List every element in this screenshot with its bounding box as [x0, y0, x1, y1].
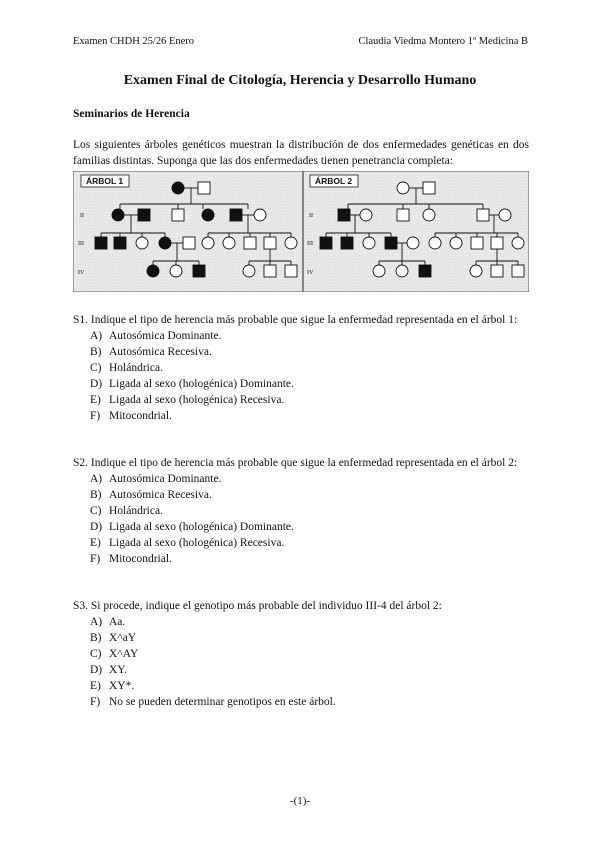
option-letter: C)	[90, 362, 102, 374]
option-text: Ligada al sexo (hologénica) Recesiva.	[109, 537, 285, 549]
option-letter: F)	[90, 553, 101, 565]
question-s3	[73, 598, 529, 710]
option-letter: B)	[90, 489, 102, 501]
option-text: X^aY	[109, 632, 137, 644]
option-b	[73, 630, 529, 646]
option-letter: D)	[90, 521, 103, 533]
option-letter: C)	[90, 505, 102, 517]
option-letter: D)	[90, 378, 103, 390]
option-f	[73, 408, 529, 424]
option-text: Ligada al sexo (hologénica) Dominante.	[109, 378, 294, 390]
option-f	[73, 694, 529, 710]
option-letter: B)	[90, 632, 102, 644]
option-text: Ligada al sexo (hologénica) Recesiva.	[109, 394, 285, 406]
option-letter: E)	[90, 537, 101, 549]
option-text: No se pueden determinar genotipos en este árbol.	[109, 696, 336, 708]
option-a	[73, 614, 529, 630]
tree-1-label: ÁRBOL 1	[86, 176, 124, 186]
option-letter: A)	[90, 473, 103, 485]
option-text: XY*.	[109, 680, 135, 692]
option-d	[73, 662, 529, 678]
option-text: Autosómica Recesiva.	[109, 346, 212, 358]
question-text: S3. Si procede, indique el genotipo más probable del individuo III-4 del árbol 2:	[73, 600, 442, 612]
option-text: Mitocondrial.	[109, 410, 172, 422]
option-text: Holándrica.	[109, 505, 163, 517]
question-s1	[73, 312, 529, 424]
gen-label: IV	[78, 270, 85, 276]
option-text: Autosómica Dominante.	[109, 473, 222, 485]
option-letter: F)	[90, 696, 101, 708]
option-d	[73, 519, 529, 535]
option-d	[73, 376, 529, 392]
option-text: Holándrica.	[109, 362, 163, 374]
option-text: Aa.	[109, 616, 126, 628]
option-text: X^AY	[109, 648, 139, 660]
option-letter: E)	[90, 394, 101, 406]
pedigree-figure	[73, 171, 529, 292]
header-right: Claudia Viedma Montero 1º Medicina B	[358, 36, 528, 47]
option-e	[73, 392, 529, 408]
question-text: S1. Indique el tipo de herencia más probable que sigue la enfermedad representada en el árbol 1:	[73, 314, 518, 326]
option-letter: D)	[90, 664, 103, 676]
question-s2	[73, 455, 529, 567]
option-text: Autosómica Recesiva.	[109, 489, 212, 501]
option-a	[73, 328, 529, 344]
option-letter: E)	[90, 680, 101, 692]
option-a	[73, 471, 529, 487]
option-text: XY.	[109, 664, 128, 676]
option-letter: C)	[90, 648, 102, 660]
option-letter: B)	[90, 346, 102, 358]
option-text: Mitocondrial.	[109, 553, 172, 565]
option-b	[73, 344, 529, 360]
exam-title: Examen Final de Citología, Herencia y Desarrollo Humano	[123, 73, 477, 88]
gen-label: II	[80, 213, 84, 219]
option-f	[73, 551, 529, 567]
option-b	[73, 487, 529, 503]
question-text: S2. Indique el tipo de herencia más probable que sigue la enfermedad representada en el árbol 2:	[73, 457, 518, 469]
tree-2-label: ÁRBOL 2	[315, 176, 353, 186]
option-e	[73, 535, 529, 551]
gen-label: III	[78, 241, 84, 247]
option-c	[73, 360, 529, 376]
option-letter: F)	[90, 410, 101, 422]
options-list	[73, 471, 529, 567]
header-left: Examen CHDH 25/26 Enero	[73, 36, 195, 47]
option-letter: A)	[90, 330, 103, 342]
option-letter: A)	[90, 616, 103, 628]
option-c	[73, 503, 529, 519]
options-list	[73, 614, 529, 710]
option-c	[73, 646, 529, 662]
option-text: Ligada al sexo (hologénica) Dominante.	[109, 521, 294, 533]
intro-paragraph: Los siguientes árboles genéticos muestran la distribución de dos enfermedades genéticas en dos familias distintas. Suponga que las dos enfermedades tienen penetrancia completa:	[73, 139, 529, 167]
gen-label: II	[309, 213, 313, 219]
options-list	[73, 328, 529, 424]
option-text: Autosómica Dominante.	[109, 330, 222, 342]
gen-label: III	[307, 241, 313, 247]
page-number: -(1)-	[289, 795, 311, 807]
gen-label: IV	[307, 270, 314, 276]
option-e	[73, 678, 529, 694]
section-heading: Seminarios de Herencia	[73, 108, 190, 120]
